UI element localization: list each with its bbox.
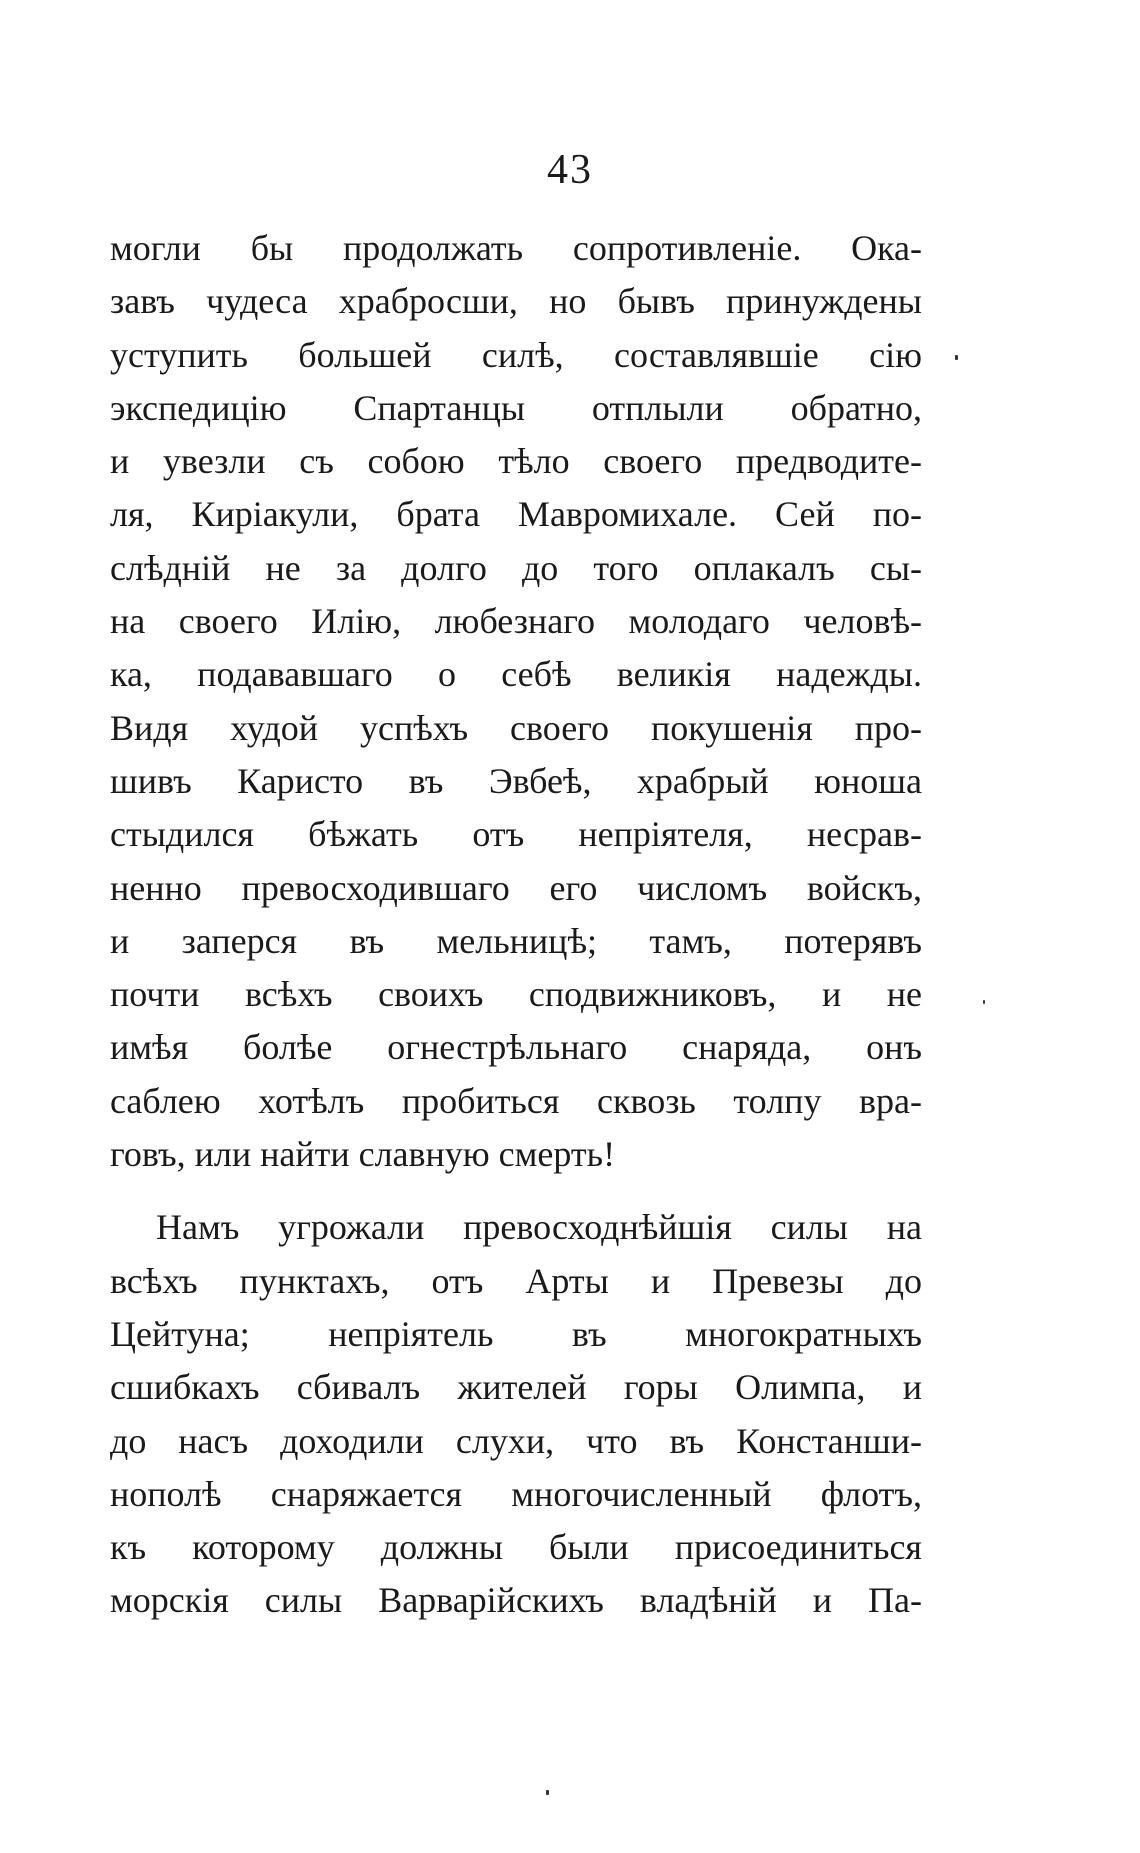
text-line: шивъ Каристо въ Эвбеѣ, храбрый юноша xyxy=(110,760,922,801)
text-line: почти всѣхъ своихъ сподвижниковъ, и не xyxy=(110,974,922,1015)
text-line: и заперся въ мельницѣ; тамъ, потерявъ xyxy=(110,920,922,961)
text-line: саблею хотѣлъ пробиться сквозь толпу вра- xyxy=(110,1080,922,1121)
scan-speck xyxy=(546,1790,549,1795)
paragraph-1 xyxy=(110,222,922,1181)
text-line: всѣхъ пунктахъ, отъ Арты и Превезы до xyxy=(110,1260,922,1301)
text-line: морскія силы Варварійскихъ владѣній и Па- xyxy=(110,1580,922,1621)
paragraph-gap xyxy=(110,1181,922,1201)
text-line: экспедицію Спартанцы отплыли обратно, xyxy=(110,387,922,428)
text-line: могли бы продолжать сопротивленіе. Ока- xyxy=(110,228,922,268)
text-line: ненно превосходившаго его числомъ войскъ, xyxy=(110,867,922,908)
text-line: Цейтуна; непріятель въ многократныхъ xyxy=(110,1313,922,1354)
text-line: нополѣ снаряжается многочисленный флотъ, xyxy=(110,1473,922,1514)
text-line: стыдился бѣжать отъ непріятеля, несрав- xyxy=(110,814,922,855)
text-line: къ которому должны были присоединиться xyxy=(110,1527,922,1568)
text-line: завъ чудеса храбросши, но бывъ принуждены xyxy=(110,281,922,322)
text-line: и увезли съ собою тѣло своего предводите- xyxy=(110,441,922,482)
text-line: уступить большей силѣ, составлявшіе сію xyxy=(110,334,922,375)
paragraph-2 xyxy=(110,1201,922,1627)
text-line: слѣдній не за долго до того оплакалъ сы- xyxy=(110,547,922,588)
page-number: 43 xyxy=(547,147,593,193)
text-line: до насъ доходили слухи, что въ Констанши- xyxy=(110,1420,922,1461)
text-line: Намъ угрожали превосходнѣйшія силы на xyxy=(156,1207,922,1248)
text-line: говъ, или найти славную смерть! xyxy=(110,1134,616,1175)
scan-speck xyxy=(983,1000,985,1004)
text-line: Видя худой успѣхъ своего покушенія про- xyxy=(110,707,922,748)
scan-speck xyxy=(955,355,958,360)
text-line: на своего Илію, любезнаго молодаго человѣ- xyxy=(110,601,922,642)
text-line: имѣя болѣе огнестрѣльнаго снаряда, онъ xyxy=(110,1027,922,1068)
text-line: сшибкахъ сбивалъ жителей горы Олимпа, и xyxy=(110,1367,922,1408)
text-line: ля, Киріакули, брата Мавромихале. Сей по- xyxy=(110,494,922,535)
text-line: ка, подававшаго о себѣ великія надежды. xyxy=(110,654,922,695)
body-text xyxy=(110,222,922,1628)
